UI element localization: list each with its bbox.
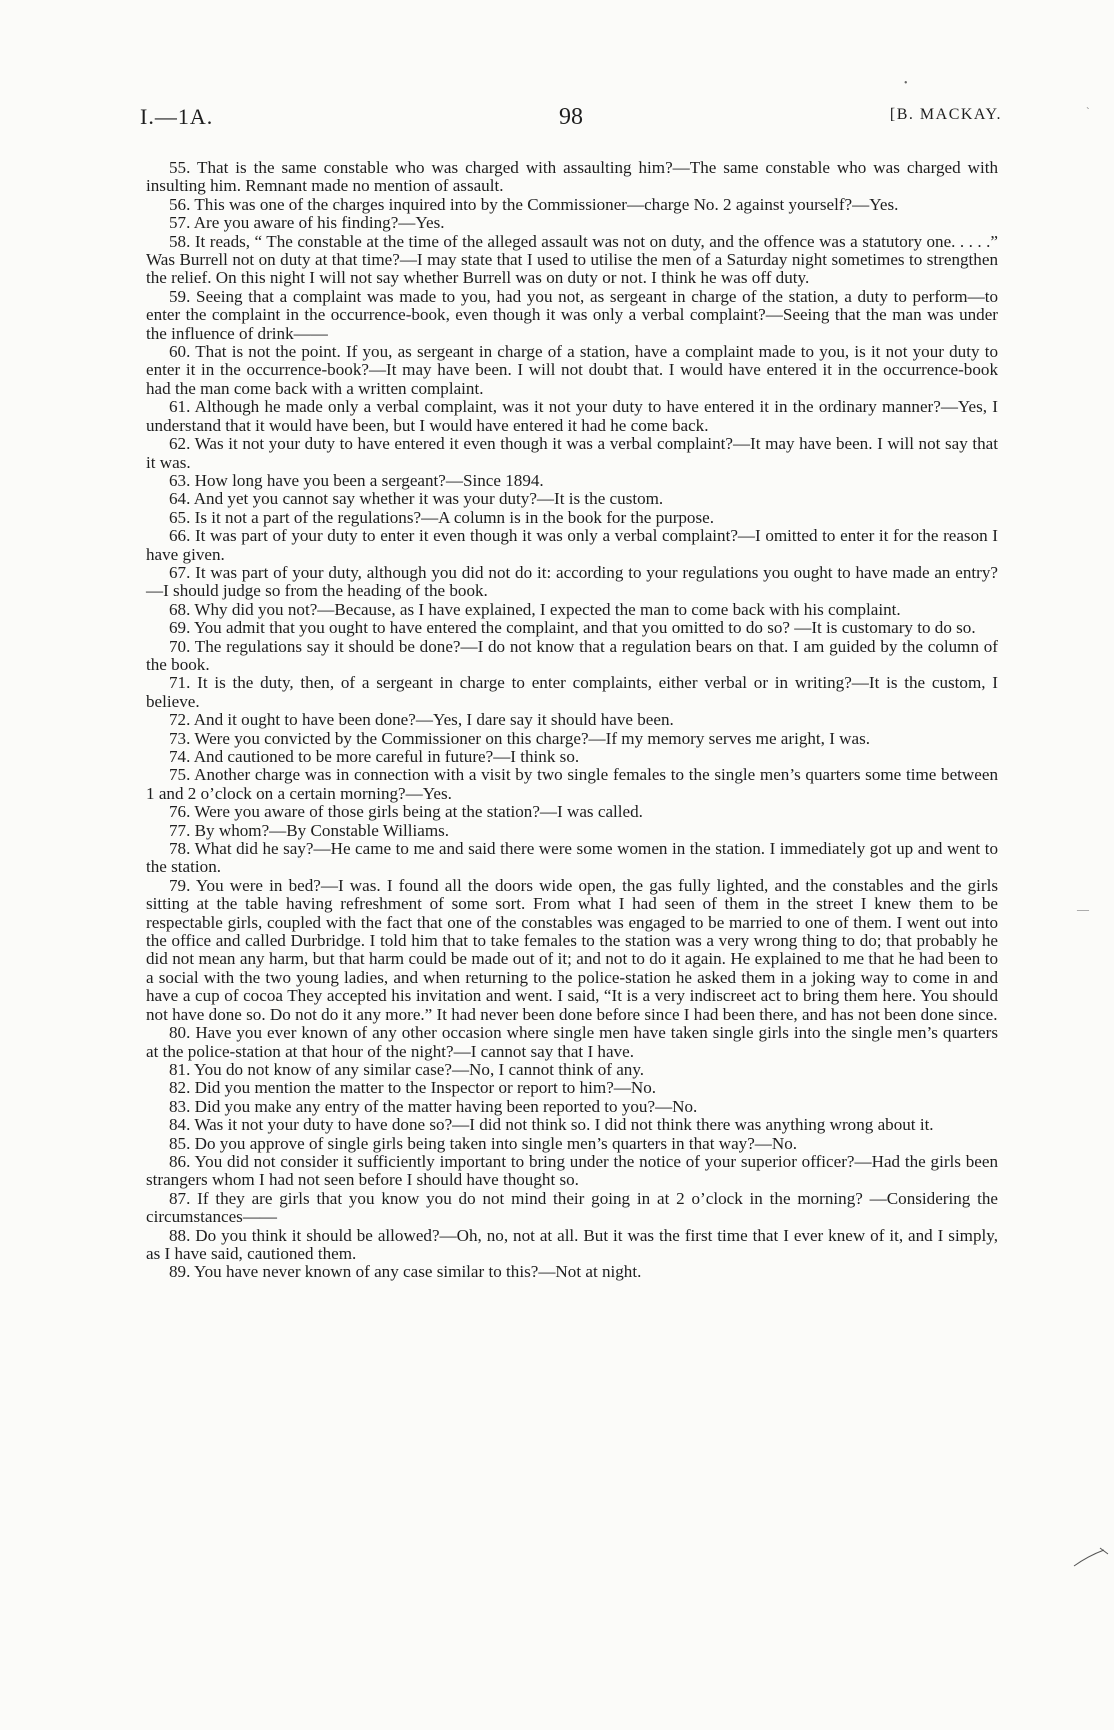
testimony-paragraph: 83. Did you make any entry of the matter having been reported to you?—No. [169, 1096, 698, 1116]
testimony-paragraph: 75. Another charge was in connection with a visit by two single females to the single men’s quarters some time between 1 and 2 o’clock on a certain morning?—Yes. [146, 765, 998, 803]
testimony-paragraph: 76. Were you aware of those girls being at the station?—I was called. [169, 802, 643, 822]
testimony-paragraph: 68. Why did you not?—Because, as I have explained, I expected the man to come back with his complaint. [169, 599, 901, 619]
scan-speck: — [1077, 902, 1089, 916]
testimony-paragraph: 58. It reads, “ The constable at the time of the alleged assault was not on duty, and the offence was a statutory one. . . . .” Was Burrell not on duty at that time?—I may state that I used to utilise the men of a Saturday night sometimes to strengthen the relief. On this night I will not say whether Burrell was on duty or not. I think he was off duty. [146, 231, 998, 288]
testimony-paragraph: 70. The regulations say it should be done?—I do not know that a regulation bears on that. I am guided by the column of the book. [146, 636, 998, 674]
witness-name: [B. MACKAY. [889, 106, 1002, 123]
testimony-paragraph: 57. Are you aware of his finding?—Yes. [169, 213, 445, 233]
margin-pencil-mark [1072, 1544, 1112, 1568]
testimony-paragraph: 77. By whom?—By Constable Williams. [169, 820, 450, 840]
testimony-paragraph: 81. You do not know of any similar case?—No, I cannot think of any. [169, 1059, 645, 1079]
testimony-paragraph: 65. Is it not a part of the regulations?—A column is in the book for the purpose. [169, 507, 714, 527]
testimony-paragraph: 89. You have never known of any case similar to this?—Not at night. [169, 1262, 642, 1282]
testimony-paragraph: 82. Did you mention the matter to the Inspector or report to him?—No. [169, 1078, 657, 1098]
page-header [140, 104, 1002, 134]
testimony-paragraph: 84. Was it not your duty to have done so?—I did not think so. I did not think there was anything wrong about it. [169, 1115, 934, 1135]
testimony-paragraph: 78. What did he say?—He came to me and said there were some women in the station. I immediately got up and went to the station. [146, 839, 998, 877]
scan-speck: ˋ [1086, 106, 1090, 118]
testimony-paragraph: 63. How long have you been a sergeant?—Since 1894. [169, 470, 544, 490]
testimony-paragraph: 79. You were in bed?—I was. I found all the doors wide open, the gas fully lighted, and the constables and the girls sitting at the table having refreshment of some sort. From what I had seen of them in the street I knew them to be respectable girls, coupled with the fact that one of the constables was engaged to be married to one of them. I went out into the office and called Durbridge. I told him that to take females to the station was a very wrong thing to do; that probably he did not mean any harm, but that harm could be made out of it; and not to do it again. He explained to me that he had been to a social with the two young ladies, and when returning to the police-station he asked them in a joking way to come in and have a cup of cocoa They accepted his invitation and went. I said, “It is a very indiscreet act to bring them here. You should not have done so. Do not do it any more.” It had never been done before since I had been there, and has not been done since. [146, 875, 998, 1024]
testimony-paragraph: 88. Do you think it should be allowed?—Oh, no, not at all. But it was the first time that I ever knew of it, and I simply, as I have said, cautioned them. [146, 1225, 998, 1263]
testimony-paragraph: 64. And yet you cannot say whether it was your duty?—It is the custom. [169, 489, 664, 509]
testimony-paragraph: 66. It was part of your duty to enter it even though it was only a verbal complaint?—I omitted to enter it for the reason I have given. [146, 526, 998, 564]
testimony-paragraph: 55. That is the same constable who was charged with assaulting him?—The same constable who was charged with insulting him. Remnant made no mention of assault. [146, 158, 998, 196]
testimony-paragraph: 62. Was it not your duty to have entered it even though it was a verbal complaint?—It may have been. I will not say that it was. [146, 434, 998, 472]
testimony-body [146, 159, 998, 1282]
testimony-paragraph: 86. You did not consider it sufficiently important to bring under the notice of your superior officer?—Had the girls been strangers whom I had not seen before I should have thought so. [146, 1151, 998, 1190]
document-reference: I.—1A. [140, 104, 214, 129]
testimony-paragraph: 87. If they are girls that you know you do not mind their going in at 2 o’clock in the morning? —Considering the circumstances—— [146, 1188, 998, 1227]
testimony-paragraph: 72. And it ought to have been done?—Yes, I dare say it should have been. [169, 710, 674, 730]
testimony-paragraph: 80. Have you ever known of any other occasion where single men have taken single girls into the single men’s quarters at the police-station at that hour of the night?—I cannot say that I have. [146, 1023, 998, 1061]
testimony-paragraph: 69. You admit that you ought to have entered the complaint, and that you omitted to do so? —It is customary to do so. [169, 618, 976, 638]
testimony-paragraph: 61. Although he made only a verbal complaint, was it not your duty to have entered it in the ordinary manner?—Yes, I understand that it would have been, but I would have entered it had he come back. [146, 397, 998, 435]
testimony-paragraph: 56. This was one of the charges inquired into by the Commissioner—charge No. 2 against yourself?—Yes. [169, 194, 899, 214]
testimony-paragraph: 59. Seeing that a complaint was made to you, had you not, as sergeant in charge of the station, a duty to perform—to enter the complaint in the occurrence-book, even though it was only a verbal complaint?—Seeing that the man was under the influence of drink—— [146, 286, 998, 343]
testimony-paragraph: 85. Do you approve of single girls being taken into single men’s quarters in that way?—No. [169, 1133, 798, 1153]
testimony-paragraph: 74. And cautioned to be more careful in future?—I think so. [169, 747, 580, 766]
page-number: 98 [559, 104, 583, 130]
testimony-paragraph: 67. It was part of your duty, although you did not do it: according to your regulations you ought to have made an entry?—I should judge so from the heading of the book. [146, 562, 998, 601]
testimony-paragraph: 71. It is the duty, then, of a sergeant in charge to enter complaints, either verbal or in writing?—It is the custom, I believe. [146, 673, 998, 711]
testimony-paragraph: 73. Were you convicted by the Commissioner on this charge?—If my memory serves me aright, I was. [169, 728, 871, 748]
testimony-paragraph: 60. That is not the point. If you, as sergeant in charge of a station, have a complaint made to you, is it not your duty to enter it in the occurrence-book?—It may have been. I will not doubt that. I would have entered it in the occurrence-book had the man come back with a written complaint. [146, 342, 998, 398]
scan-speck: • [904, 78, 908, 89]
